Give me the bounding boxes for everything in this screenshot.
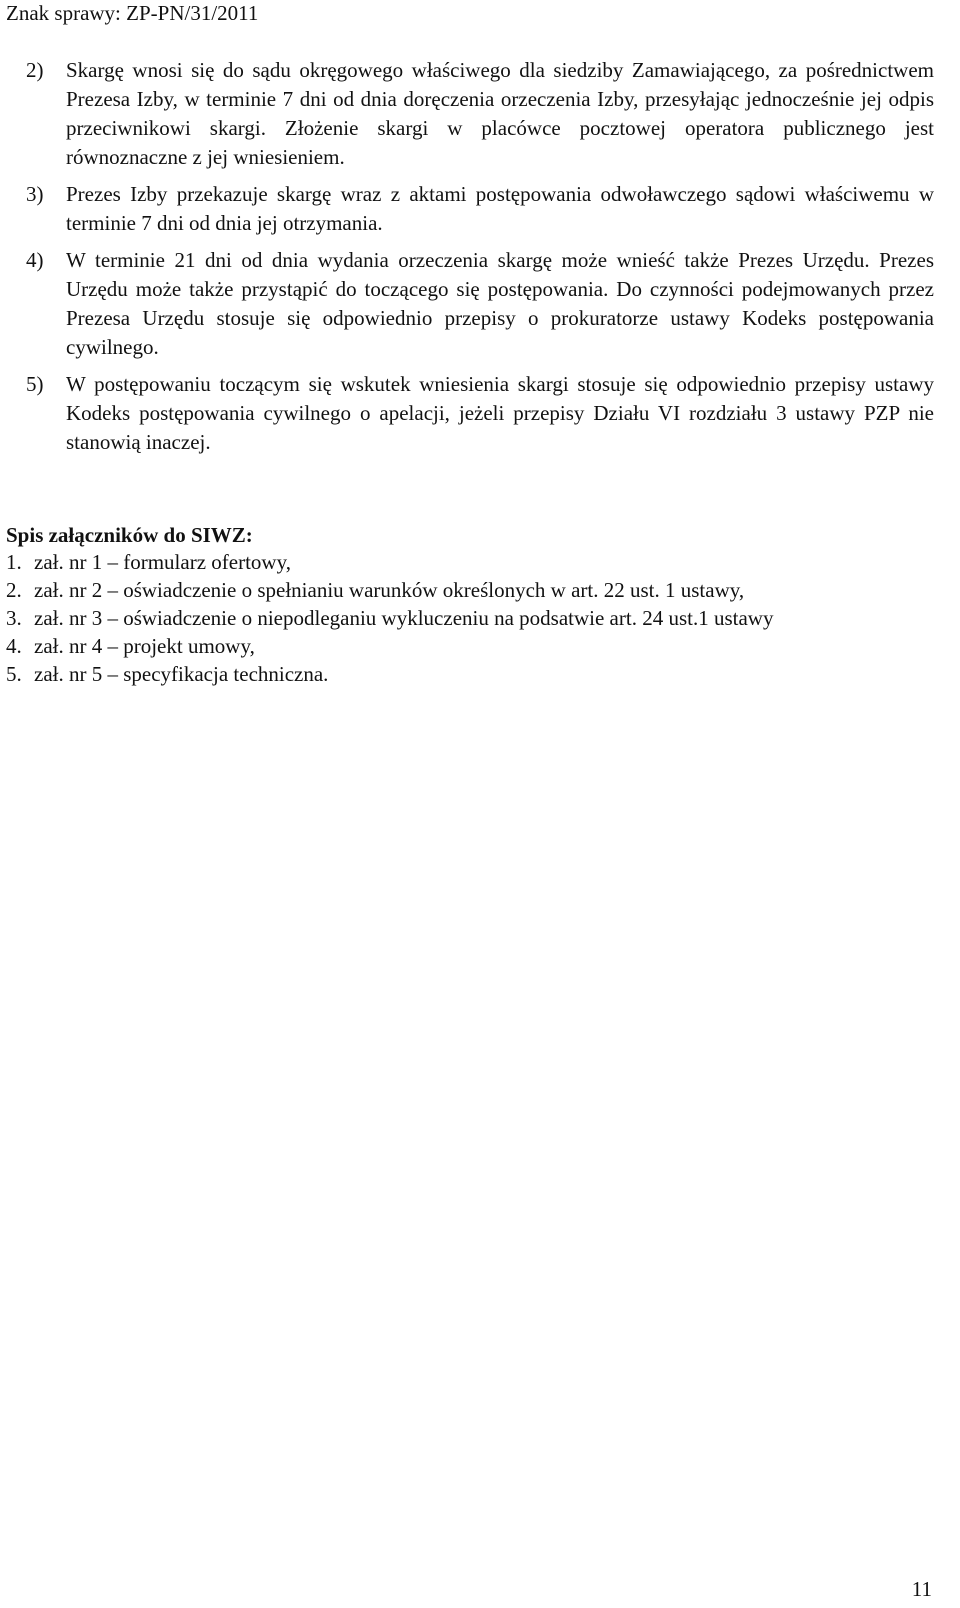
attachment-text: zał. nr 3 – oświadczenie o niepodleganiu wykluczeniu na podsatwie art. 24 ust.1 ustawy — [34, 606, 774, 630]
attachment-item — [6, 660, 926, 688]
list-item — [26, 56, 934, 172]
list-item — [26, 246, 934, 362]
attachment-text: zał. nr 1 – formularz ofertowy, — [34, 550, 291, 574]
attachment-text: zał. nr 5 – specyfikacja techniczna. — [34, 662, 329, 686]
item-text: W postępowaniu toczącym się wskutek wniesienia skargi stosuje się odpowiednio przepisy ustawy Kodeks postępowania cywilnego o apelacji, jeżeli przepisy Działu VI rozdziału 3 ustawy PZP nie stanowią inaczej. — [66, 372, 934, 454]
item-text: Skargę wnosi się do sądu okręgowego właściwego dla siedziby Zamawiającego, za pośrednictwem Prezesa Izby, w terminie 7 dni od dnia doręczenia orzeczenia Izby, przesyłając jednocześnie jej odpis przeciwnikowi skargi. Złożenie skargi w placówce pocztowej operatora publicznego jest równoznaczne z jej wniesieniem. — [66, 58, 934, 169]
attachment-number: 1. — [6, 550, 22, 574]
attachment-item — [6, 632, 926, 660]
attachment-number: 3. — [6, 606, 22, 630]
attachments-list — [6, 548, 926, 688]
attachment-number: 2. — [6, 578, 22, 602]
list-item — [26, 180, 934, 238]
attachment-number: 5. — [6, 662, 22, 686]
appeal-provisions-list — [26, 56, 934, 457]
item-text: W terminie 21 dni od dnia wydania orzeczenia skargę może wnieść także Prezes Urzędu. Prezes Urzędu może także przystąpić do toczącego się postępowania. Do czynności podejmowanych przez Prezesa Urzędu stosuje się odpowiednio przepisy o prokuratorze ustawy Kodeks postępowania cywilnego. — [66, 248, 934, 359]
attachment-text: zał. nr 4 – projekt umowy, — [34, 634, 255, 658]
attachments-heading: Spis załączników do SIWZ: — [6, 523, 253, 547]
attachment-item — [6, 604, 926, 632]
attachment-number: 4. — [6, 634, 22, 658]
page-number: 11 — [911, 1577, 932, 1601]
list-item — [26, 370, 934, 457]
case-number-header: Znak sprawy: ZP-PN/31/2011 — [6, 1, 259, 25]
attachment-item — [6, 576, 926, 604]
item-text: Prezes Izby przekazuje skargę wraz z aktami postępowania odwoławczego sądowi właściwemu w terminie 7 dni od dnia jej otrzymania. — [66, 182, 934, 235]
item-number: 2) — [26, 58, 44, 82]
item-number: 4) — [26, 248, 44, 272]
attachment-item — [6, 548, 926, 576]
item-number: 3) — [26, 182, 44, 206]
attachment-text: zał. nr 2 – oświadczenie o spełnianiu warunków określonych w art. 22 ust. 1 ustawy, — [34, 578, 745, 602]
item-number: 5) — [26, 372, 44, 396]
